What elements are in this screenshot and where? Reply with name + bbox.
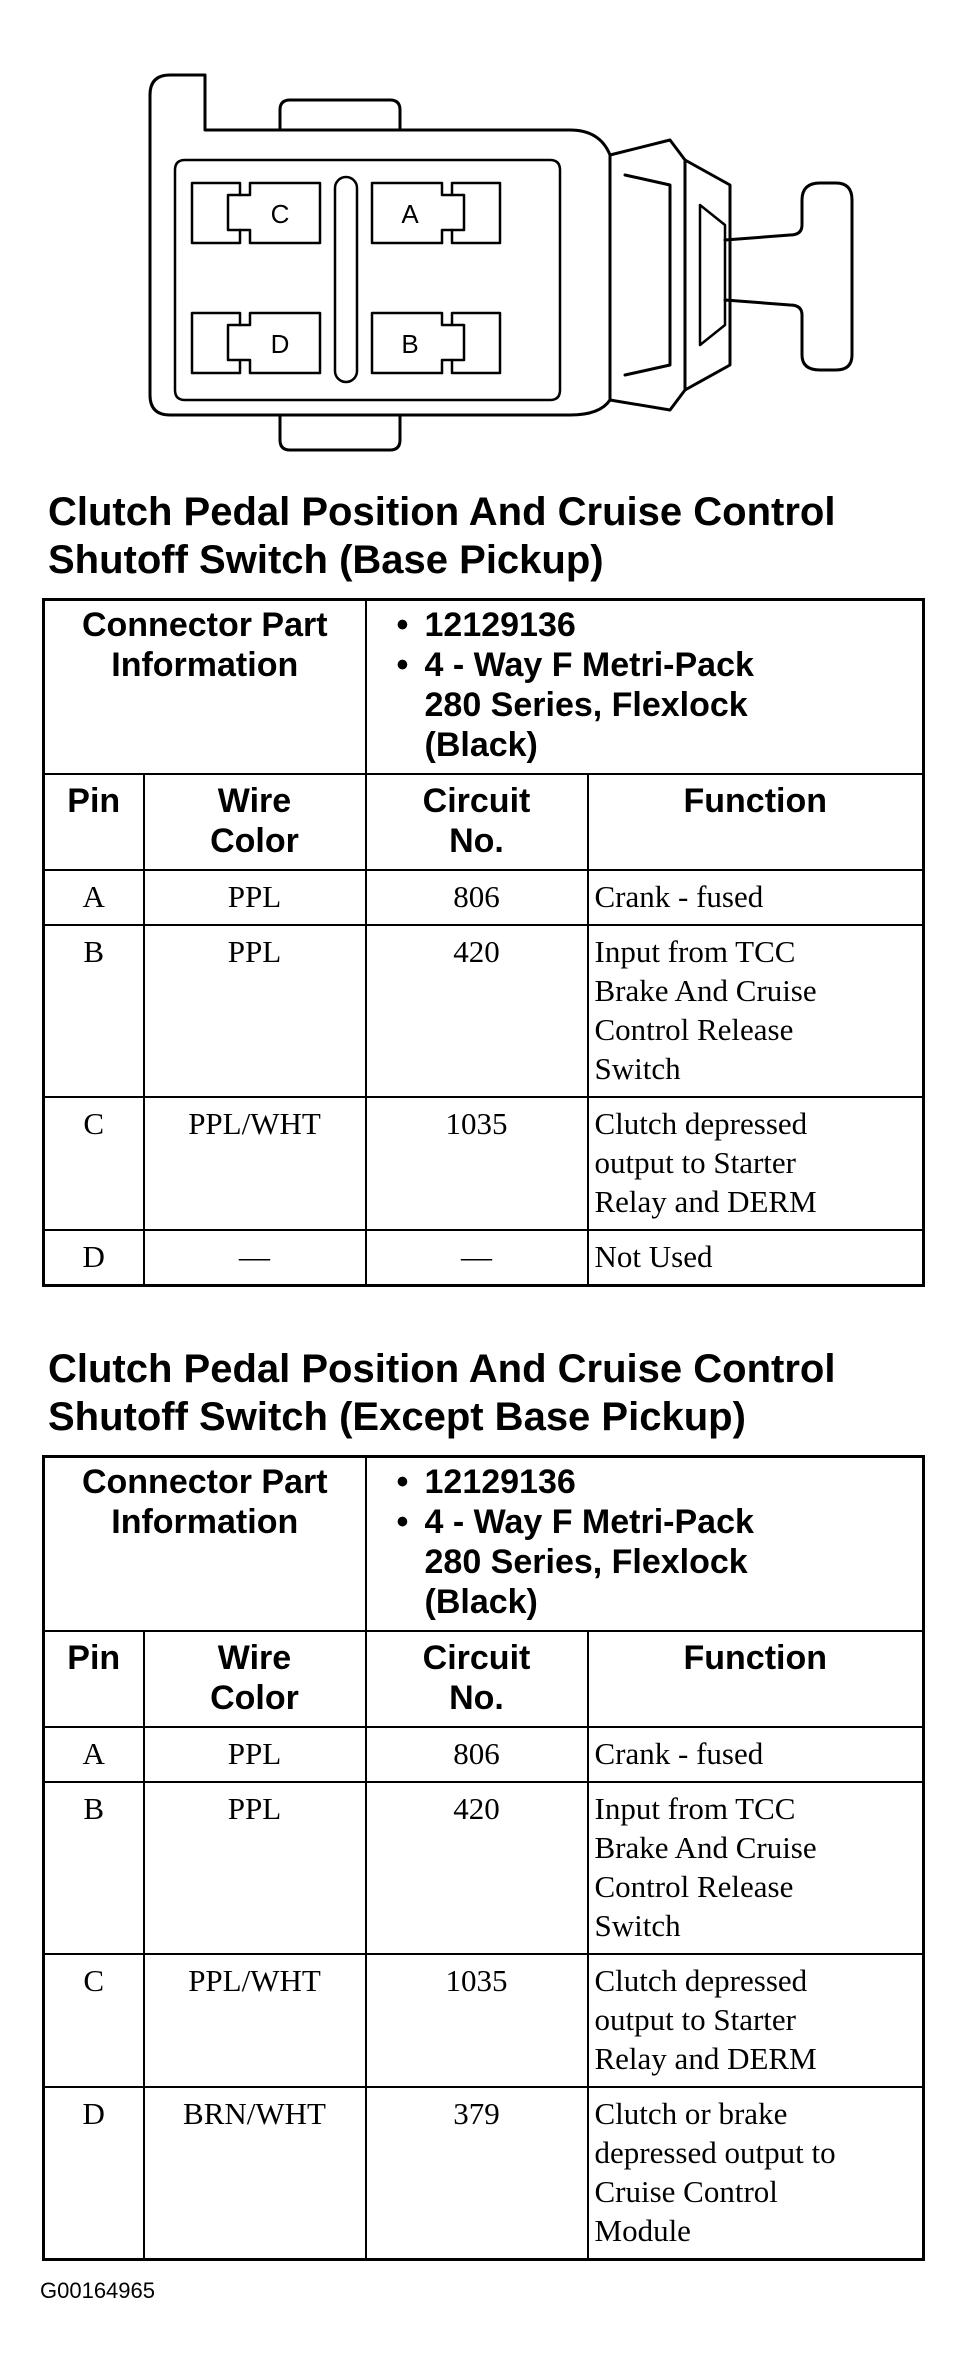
connector-info-row xyxy=(44,600,924,775)
part-number: 12129136 xyxy=(424,606,576,644)
title-line: Shutoff Switch (Except Base Pickup) xyxy=(48,1395,746,1439)
info-label-line: Information xyxy=(111,646,299,684)
connector-info-values xyxy=(366,1457,924,1632)
header-pin: Pin xyxy=(44,774,144,870)
function-cell: Input from TCC Brake And Cruise Control Release Switch xyxy=(588,1782,924,1954)
table-row xyxy=(44,1230,924,1286)
pin-cell: C xyxy=(44,1097,144,1230)
circuit-cell: 420 xyxy=(366,1782,588,1954)
table-row xyxy=(44,1097,924,1230)
function-cell: Input from TCC Brake And Cruise Control Release Switch xyxy=(588,925,924,1097)
function-cell: Crank - fused xyxy=(588,1727,924,1782)
header-row xyxy=(44,1631,924,1727)
pin-cell: D xyxy=(44,1230,144,1286)
circuit-cell: — xyxy=(366,1230,588,1286)
function-cell: Clutch or brake depressed output to Cruise Control Module xyxy=(588,2087,924,2260)
header-function: Function xyxy=(588,1631,924,1727)
title-line: Shutoff Switch (Base Pickup) xyxy=(48,538,604,582)
part-desc-line: 4 - Way F Metri-Pack xyxy=(424,646,754,684)
circuit-cell: 806 xyxy=(366,870,588,925)
connector-info-row xyxy=(44,1457,924,1632)
figure-code: G00164965 xyxy=(40,2278,155,2303)
pin-label-c: C xyxy=(270,199,290,229)
table-row xyxy=(44,2087,924,2260)
pin-table-base-pickup xyxy=(42,598,925,1287)
part-number: 12129136 xyxy=(424,1463,576,1501)
info-label-line: Connector Part xyxy=(81,606,328,644)
part-number-item: • 12129136 xyxy=(425,1462,913,1502)
pin-cell: C xyxy=(44,1954,144,2087)
function-cell: Crank - fused xyxy=(588,870,924,925)
circuit-cell: 806 xyxy=(366,1727,588,1782)
part-desc-line: (Black) xyxy=(424,726,538,764)
header-row xyxy=(44,774,924,870)
part-desc-line: 280 Series, Flexlock xyxy=(424,686,748,724)
wire-color-cell: PPL xyxy=(144,870,366,925)
wire-color-cell: PPL xyxy=(144,1727,366,1782)
header-wire-color: Wire Color xyxy=(144,1631,366,1727)
section-title-base-pickup xyxy=(48,488,928,584)
wire-color-cell: PPL xyxy=(144,1782,366,1954)
wire-color-cell: PPL/WHT xyxy=(144,1097,366,1230)
connector-info-label xyxy=(44,1457,366,1632)
part-desc-line: 280 Series, Flexlock xyxy=(424,1543,748,1581)
pin-cell: B xyxy=(44,925,144,1097)
function-cell: Clutch depressed output to Starter Relay and DERM xyxy=(588,1097,924,1230)
connector-info-label xyxy=(44,600,366,775)
header-circuit: Circuit No. xyxy=(366,774,588,870)
section-title-except-base-pickup xyxy=(48,1345,928,1441)
table-row xyxy=(44,1782,924,1954)
part-desc-item: • 4 - Way F Metri-Pack 280 Series, Flexlock (Black) xyxy=(425,645,913,765)
table-row xyxy=(44,870,924,925)
table-row xyxy=(44,1727,924,1782)
info-label-line: Information xyxy=(111,1503,299,1541)
function-cell: Clutch depressed output to Starter Relay and DERM xyxy=(588,1954,924,2087)
connector-info-values xyxy=(366,600,924,775)
header-circuit: Circuit No. xyxy=(366,1631,588,1727)
header-pin: Pin xyxy=(44,1631,144,1727)
connector-diagram xyxy=(130,65,870,480)
pin-label-b: B xyxy=(401,329,419,359)
wire-color-cell: PPL/WHT xyxy=(144,1954,366,2087)
circuit-cell: 420 xyxy=(366,925,588,1097)
pin-label-d: D xyxy=(270,329,290,359)
pin-cell: D xyxy=(44,2087,144,2260)
circuit-cell: 379 xyxy=(366,2087,588,2260)
wire-color-cell: PPL xyxy=(144,925,366,1097)
table-row xyxy=(44,1954,924,2087)
pin-cell: A xyxy=(44,870,144,925)
header-function: Function xyxy=(588,774,924,870)
title-line: Clutch Pedal Position And Cruise Control xyxy=(48,1347,836,1391)
pin-table-except-base-pickup xyxy=(42,1455,925,2261)
circuit-cell: 1035 xyxy=(366,1097,588,1230)
part-desc-item: • 4 - Way F Metri-Pack 280 Series, Flexlock (Black) xyxy=(425,1502,913,1622)
table-row xyxy=(44,925,924,1097)
title-line: Clutch Pedal Position And Cruise Control xyxy=(48,490,836,534)
pin-cell: A xyxy=(44,1727,144,1782)
header-wire-color: Wire Color xyxy=(144,774,366,870)
info-label-line: Connector Part xyxy=(81,1463,328,1501)
part-desc-line: 4 - Way F Metri-Pack xyxy=(424,1503,754,1541)
part-desc-line: (Black) xyxy=(424,1583,538,1621)
pin-cell: B xyxy=(44,1782,144,1954)
wire-color-cell: — xyxy=(144,1230,366,1286)
circuit-cell: 1035 xyxy=(366,1954,588,2087)
pin-label-a: A xyxy=(401,199,419,229)
wire-color-cell: BRN/WHT xyxy=(144,2087,366,2260)
function-cell: Not Used xyxy=(588,1230,924,1286)
part-number-item: • 12129136 xyxy=(425,605,913,645)
